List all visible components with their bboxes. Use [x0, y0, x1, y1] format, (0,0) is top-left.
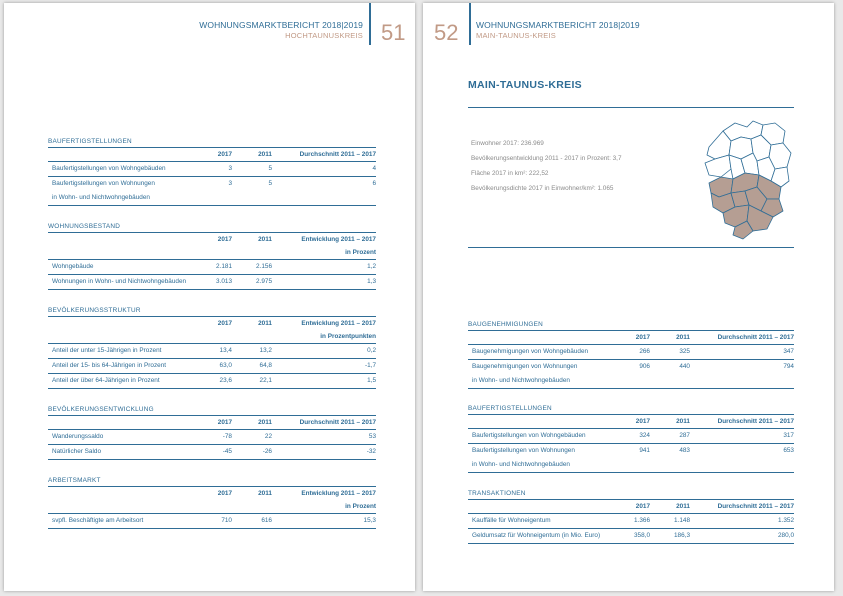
table-title: ARBEITSMARKT: [48, 477, 101, 484]
row-value: -78: [222, 433, 232, 440]
row-value: 23,6: [219, 377, 232, 384]
page-number: 52: [434, 20, 459, 45]
table-title: BAUFERTIGSTELLUNGEN: [468, 405, 552, 412]
header-cell: 2017: [217, 490, 232, 497]
row-value: 5: [268, 180, 272, 187]
fact-line: Bevölkerungsentwicklung 2011 - 2017 in Prozent: 3,7: [471, 155, 622, 162]
page-number: 51: [381, 20, 406, 45]
row-value: 63,0: [219, 362, 232, 369]
map-municipality: [705, 155, 731, 177]
row-value: 287: [679, 432, 690, 439]
row-value: 317: [783, 432, 794, 439]
table-transaktionen: [468, 489, 794, 544]
table-title: WOHNUNGSBESTAND: [48, 223, 121, 230]
row-label: Wohngebäude: [52, 263, 94, 270]
table-arbeitsmarkt: [48, 476, 376, 529]
row-value: 325: [679, 348, 690, 355]
header-unit: in Prozent: [345, 503, 376, 510]
row-value: 653: [783, 447, 794, 454]
table-rule: [468, 472, 794, 473]
row-value: 22: [264, 433, 272, 440]
table-row: [48, 177, 376, 191]
fact-line: Einwohner 2017: 236.969: [471, 140, 544, 147]
row-value: -1,7: [364, 362, 376, 369]
header-cell: 2017: [217, 419, 232, 426]
table-row: [468, 529, 794, 543]
header-cell: 2017: [635, 334, 650, 341]
table-header-row: [468, 500, 794, 513]
table-wohnungsbestand: [48, 222, 376, 290]
header-divider: [469, 3, 471, 45]
row-value: 324: [639, 432, 650, 439]
table-rule: [48, 205, 376, 206]
header-cell: 2017: [217, 320, 232, 327]
table-title: TRANSAKTIONEN: [468, 490, 526, 497]
region-title: MAIN-TAUNUS-KREIS: [468, 79, 582, 91]
row-value: 13,2: [259, 347, 272, 354]
table-row: [468, 458, 794, 472]
row-label: Baufertigstellungen von Wohnungen: [52, 180, 155, 187]
header-cell: Entwicklung 2011 – 2017: [301, 236, 376, 243]
row-value: 794: [783, 363, 794, 370]
table-row: [48, 445, 376, 459]
table-row: [48, 191, 376, 205]
row-label: Natürlicher Saldo: [52, 448, 102, 455]
header-cell: 2011: [258, 419, 272, 426]
table-rule: [48, 459, 376, 460]
row-value: 1,2: [367, 263, 376, 270]
report-title: WOHNUNGSMARKTBERICHT 2018|2019: [199, 20, 363, 30]
table-subheader-row: [48, 500, 376, 513]
table-row: [48, 260, 376, 274]
row-value: 266: [639, 348, 650, 355]
table-title: BAUFERTIGSTELLUNGEN: [48, 138, 132, 145]
header-cell: 2011: [676, 334, 690, 341]
header-cell: 2011: [676, 418, 690, 425]
row-label: Baufertigstellungen von Wohngebäuden: [472, 432, 586, 439]
table-subheader-row: [48, 330, 376, 343]
table-header-row: [48, 487, 376, 500]
table-bevoelkerungsstruktur: [48, 306, 376, 389]
row-value: 483: [679, 447, 690, 454]
fact-line: Bevölkerungsdichte 2017 in Einwohner/km²: 1.065: [471, 185, 614, 192]
region-rule: [468, 247, 794, 248]
row-label: in Wohn- und Nichtwohngebäuden: [472, 461, 570, 468]
right-page: [423, 3, 834, 591]
district-map: [701, 117, 793, 241]
table-header-row: [48, 148, 376, 161]
header-cell: 2011: [258, 490, 272, 497]
row-value: 2.975: [256, 278, 272, 285]
row-value: 186,3: [674, 532, 690, 539]
row-label: Anteil der 15- bis 64-Jährigen in Prozent: [52, 362, 167, 369]
table-header-row: [48, 317, 376, 330]
row-value: 440: [679, 363, 690, 370]
row-value: -32: [366, 448, 376, 455]
table-row: [48, 374, 376, 388]
table-rule: [48, 289, 376, 290]
row-value: 1.352: [778, 517, 794, 524]
table-rule: [48, 528, 376, 529]
header-cell: 2011: [258, 236, 272, 243]
region-subtitle: MAIN-TAUNUS-KREIS: [476, 31, 556, 40]
row-label: svpfl. Beschäftigte am Arbeitsort: [52, 517, 144, 524]
region-facts: [471, 136, 622, 196]
row-label: Anteil der unter 15-Jährigen in Prozent: [52, 347, 162, 354]
region-rule: [468, 107, 794, 108]
row-value: 0,2: [367, 347, 376, 354]
row-value: 1,3: [367, 278, 376, 285]
table-row: [48, 275, 376, 289]
row-label: Wanderungssaldo: [52, 433, 104, 440]
header-unit: in Prozent: [345, 249, 376, 256]
row-label: in Wohn- und Nichtwohngebäuden: [472, 377, 570, 384]
region-subtitle: HOCHTAUNUSKREIS: [285, 31, 363, 40]
table-row: [468, 360, 794, 374]
table-bevoelkerungsentwicklung: [48, 405, 376, 460]
left-page: [4, 3, 415, 591]
row-value: 22,1: [259, 377, 272, 384]
header-cell: 2011: [258, 151, 272, 158]
header-cell: Durchschnitt 2011 – 2017: [299, 419, 376, 426]
right-page-header: [476, 20, 640, 41]
row-value: 280,0: [778, 532, 794, 539]
table-row: [468, 374, 794, 388]
row-value: 6: [372, 180, 376, 187]
row-value: 358,0: [634, 532, 650, 539]
table-title: BEVÖLKERUNGSSTRUKTUR: [48, 307, 141, 314]
row-label: Baufertigstellungen von Wohnungen: [472, 447, 575, 454]
row-label: Baufertigstellungen von Wohngebäuden: [52, 165, 166, 172]
row-label: Wohnungen in Wohn- und Nichtwohngebäuden: [52, 278, 187, 285]
header-cell: Durchschnitt 2011 – 2017: [717, 503, 794, 510]
row-value: 347: [783, 348, 794, 355]
table-header-row: [48, 416, 376, 429]
table-header-row: [48, 233, 376, 246]
table-title: BAUGENEHMIGUNGEN: [468, 321, 544, 328]
row-value: 616: [261, 517, 272, 524]
row-value: 1.366: [634, 517, 650, 524]
row-value: 941: [639, 447, 650, 454]
header-cell: Durchschnitt 2011 – 2017: [717, 334, 794, 341]
table-baugenehmigungen: [468, 320, 794, 389]
header-cell: Entwicklung 2011 – 2017: [301, 320, 376, 327]
row-label: Anteil der über 64-Jährigen in Prozent: [52, 377, 160, 384]
row-value: 15,3: [363, 517, 376, 524]
table-baufertigstellungen: [48, 137, 376, 206]
header-unit: in Prozentpunkten: [320, 333, 376, 340]
header-cell: 2011: [676, 503, 690, 510]
table-row: [468, 429, 794, 443]
row-label: Baugenehmigungen von Wohnungen: [472, 363, 578, 370]
fact-line: Fläche 2017 in km²: 222,52: [471, 170, 549, 177]
row-value: 4: [372, 165, 376, 172]
table-row: [468, 345, 794, 359]
row-value: 710: [221, 517, 232, 524]
row-value: 2.181: [216, 263, 232, 270]
row-value: 906: [639, 363, 650, 370]
table-row: [468, 444, 794, 458]
row-value: 2.156: [256, 263, 272, 270]
row-label: Kauffälle für Wohneigentum: [472, 517, 551, 524]
row-label: in Wohn- und Nichtwohngebäuden: [52, 194, 150, 201]
row-value: -26: [262, 448, 272, 455]
row-value: 64,8: [259, 362, 272, 369]
table-subheader-row: [48, 246, 376, 259]
header-cell: 2017: [217, 151, 232, 158]
table-row: [48, 514, 376, 528]
row-value: 3.013: [216, 278, 232, 285]
row-label: Geldumsatz für Wohneigentum (in Mio. Euro): [472, 532, 601, 539]
row-value: 3: [228, 165, 232, 172]
header-cell: Durchschnitt 2011 – 2017: [717, 418, 794, 425]
table-row: [48, 344, 376, 358]
table-row: [48, 430, 376, 444]
header-cell: 2017: [217, 236, 232, 243]
table-row: [48, 162, 376, 176]
header-cell: 2017: [635, 418, 650, 425]
table-rule: [48, 388, 376, 389]
header-cell: 2017: [635, 503, 650, 510]
header-cell: 2011: [258, 320, 272, 327]
table-row: [468, 514, 794, 528]
row-value: 1,5: [367, 377, 376, 384]
row-value: 53: [368, 433, 376, 440]
report-title: WOHNUNGSMARKTBERICHT 2018|2019: [476, 20, 640, 30]
table-baufertigstellungen: [468, 404, 794, 473]
table-header-row: [468, 415, 794, 428]
table-row: [48, 359, 376, 373]
row-value: 13,4: [219, 347, 232, 354]
left-page-header: [199, 20, 363, 41]
table-title: BEVÖLKERUNGSENTWICKLUNG: [48, 406, 154, 413]
header-divider: [369, 3, 371, 45]
header-cell: Entwicklung 2011 – 2017: [301, 490, 376, 497]
row-value: 1.148: [674, 517, 690, 524]
row-value: -45: [222, 448, 232, 455]
row-label: Baugenehmigungen von Wohngebäuden: [472, 348, 589, 355]
row-value: 3: [228, 180, 232, 187]
table-rule: [468, 543, 794, 544]
row-value: 5: [268, 165, 272, 172]
table-header-row: [468, 331, 794, 344]
header-cell: Durchschnitt 2011 – 2017: [299, 151, 376, 158]
table-rule: [468, 388, 794, 389]
